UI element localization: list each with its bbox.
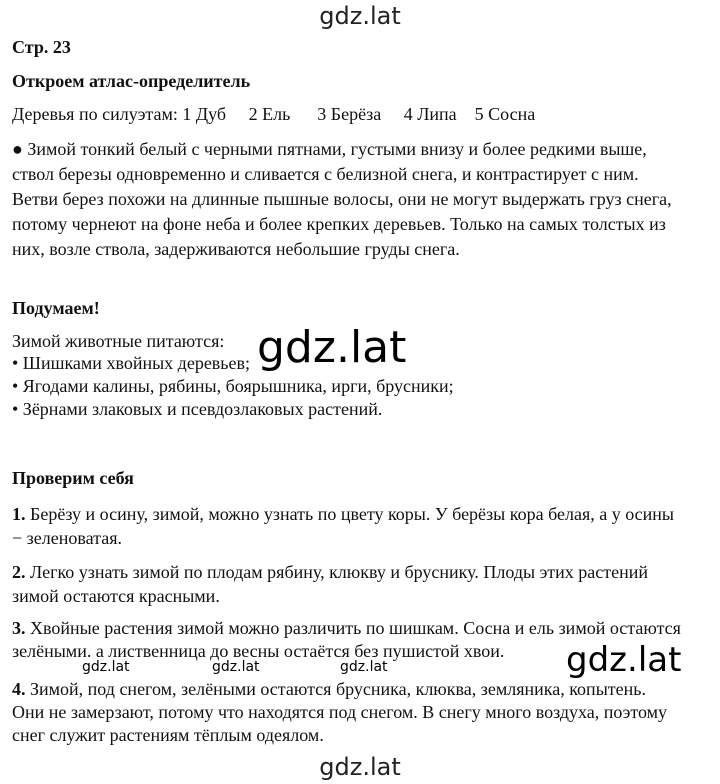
answer-text: Берёзу и осину, зимой, можно узнать по цвету коры. У берёзы кора белая, а у осины <box>25 504 675 524</box>
list-item: • Ягодами калины, рябины, боярышника, ирги, брусники; <box>12 376 454 396</box>
trees-line: Деревья по силуэтам: 1 Дуб 2 Ель 3 Берёза 4 Липа 5 Сосна <box>12 104 536 124</box>
paragraph-line: них, возле ствола, задерживаются небольшие груды снега. <box>12 239 460 259</box>
answer-line: − зеленоватая. <box>12 528 122 548</box>
answer-text: Хвойные растения зимой можно различить по шишкам. Сосна и ель зимой остаются <box>25 618 681 638</box>
answer-line: Они не замерзают, потому что находятся под снегом. В снегу много воздуха, поэтому <box>12 702 668 722</box>
watermark-small: gdz.lat <box>340 659 388 675</box>
answer-line <box>12 617 681 639</box>
answer-line <box>12 678 646 700</box>
answer-text: Зимой, под снегом, зелёными остаются брусника, клюква, земляника, копытень. <box>25 679 646 699</box>
answer-number: 1. <box>12 504 26 524</box>
answer-line <box>12 503 674 525</box>
watermark-small: gdz.lat <box>212 659 260 675</box>
animals-intro: Зимой животные питаются: <box>12 331 225 351</box>
paragraph-line: ● Зимой тонкий белый с черными пятнами, густыми внизу и более редкими выше, <box>12 139 647 159</box>
answer-line <box>12 561 648 583</box>
watermark-right: gdz.lat <box>566 640 682 680</box>
answer-line: зелёными. а лиственница до весны остаётся без пушистой хвои. <box>12 641 505 661</box>
section-heading-think: Подумаем! <box>12 298 100 318</box>
answer-line: снег служит растениям тёплым одеялом. <box>12 725 324 745</box>
list-item: • Зёрнами злаковых и псевдозлаковых растений. <box>12 399 383 419</box>
paragraph-line: ствол березы одновременно и сливается с белизной снега, и контрастирует с ним. <box>12 164 639 184</box>
paragraph-line: Ветви берез похожи на длинные пышные волосы, они не могут выдержать груз снега, <box>12 189 672 209</box>
answer-number: 3. <box>12 618 26 638</box>
watermark-small: gdz.lat <box>82 659 130 675</box>
watermark-top: gdz.lat <box>319 2 401 30</box>
watermark-bottom: gdz.lat <box>319 753 401 781</box>
section-heading-atlas: Откроем атлас-определитель <box>12 71 251 91</box>
list-item: • Шишками хвойных деревьев; <box>12 353 251 373</box>
watermark-middle: gdz.lat <box>257 322 407 373</box>
page-label: Стр. 23 <box>12 37 71 57</box>
answer-number: 4. <box>12 679 26 699</box>
paragraph-line: потому чернеют на фоне неба и более крепких деревьев. Только на самых толстых из <box>12 214 666 234</box>
answer-number: 2. <box>12 562 26 582</box>
answer-line: зимой остаются красными. <box>12 586 220 606</box>
section-heading-check: Проверим себя <box>12 468 134 488</box>
answer-text: Легко узнать зимой по плодам рябину, клюкву и бруснику. Плоды этих растений <box>25 562 649 582</box>
